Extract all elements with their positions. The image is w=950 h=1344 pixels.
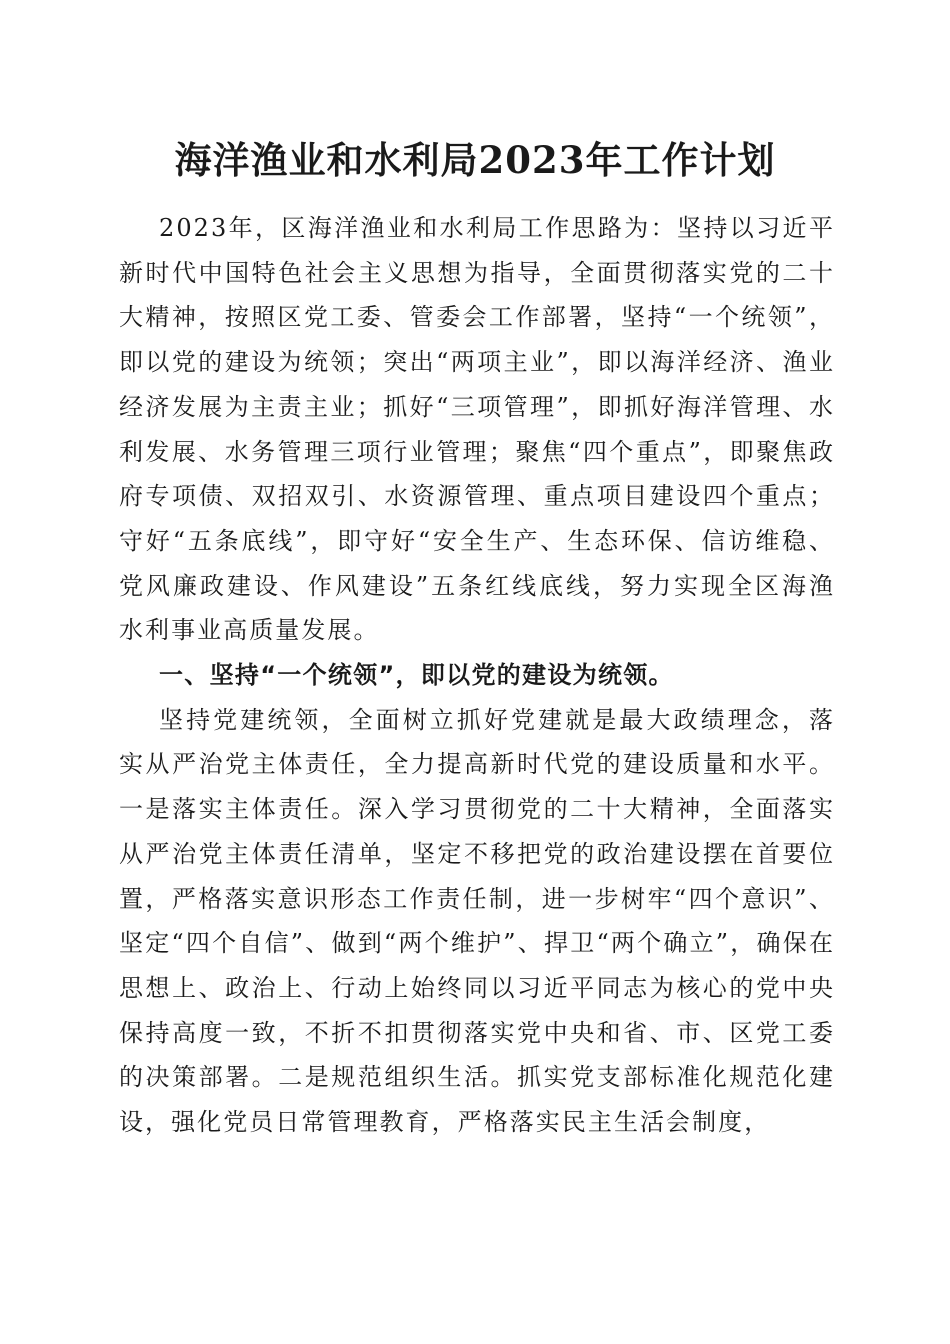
document-title: 海洋渔业和水利局2023年工作计划 bbox=[174, 138, 776, 182]
document-body bbox=[119, 206, 835, 1145]
section-1-paragraph: 坚持党建统领，全面树立抓好党建就是最大政绩理念，落实从严治党主体责任，全力提高新时代党的建设质量和水平。一是落实主体责任。深入学习贯彻党的二十大精神，全面落实从严治党主体责任清单，坚定不移把党的政治建设摆在首要位置，严格落实意识形态工作责任制，进一步树牢“四个意识”、坚定“四个自信”、做到“两个维护”、捍卫“两个确立”，确保在思想上、政治上、行动上始终同以习近平同志为核心的党中央保持高度一致，不折不扣贯彻落实党中央和省、市、区党工委的决策部署。二是规范组织生活。抓实党支部标准化规范化建设，强化党员日常管理教育，严格落实民主生活会制度， bbox=[119, 705, 835, 1137]
intro-paragraph: 2023年，区海洋渔业和水利局工作思路为：坚持以习近平新时代中国特色社会主义思想为指导，全面贯彻落实党的二十大精神，按照区党工委、管委会工作部署，坚持“一个统领”，即以党的建设为统领；突出“两项主业”，即以海洋经济、渔业经济发展为主责主业；抓好“三项管理”，即抓好海洋管理、水利发展、水务管理三项行业管理；聚焦“四个重点”，即聚焦政府专项债、双招双引、水资源管理、重点项目建设四个重点；守好“五条底线”，即守好“安全生产、生态环保、信访维稳、党风廉政建设、作风建设”五条红线底线，努力实现全区海渔水利事业高质量发展。 bbox=[119, 214, 835, 645]
section-heading-1: 一、坚持“一个统领”，即以党的建设为统领。 bbox=[159, 661, 674, 690]
